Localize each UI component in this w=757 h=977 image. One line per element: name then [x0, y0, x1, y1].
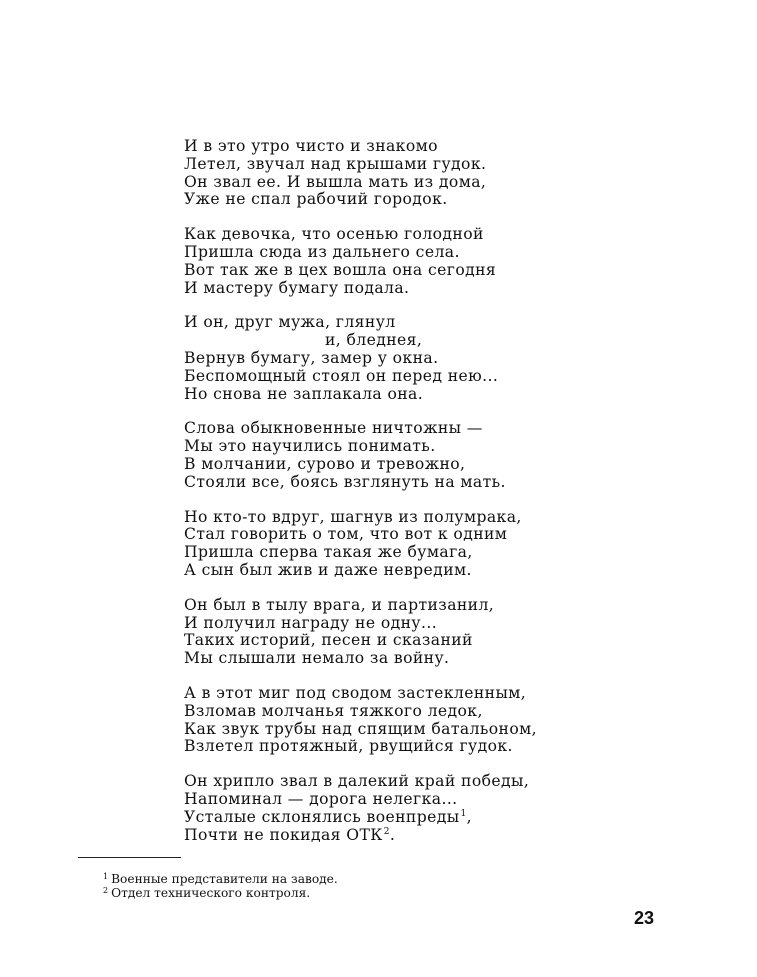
- footnote: [103, 873, 603, 887]
- poem-line-text: Стояли все, боясь взглянуть на мать.: [184, 472, 506, 491]
- poem-line-text: И он, друг мужа, глянул: [184, 313, 396, 332]
- poem-line-text: И получил награду не одну...: [184, 613, 438, 632]
- poem-line: [184, 703, 644, 721]
- poem-line: [184, 191, 644, 209]
- stanza: [184, 226, 644, 297]
- stanza: [184, 685, 644, 756]
- poem-line: [184, 597, 644, 615]
- footnote-mark: 2: [103, 885, 109, 895]
- poem-line-text: Взломав молчанья тяжкого ледок,: [184, 701, 483, 720]
- poem-line-text: А сын был жив и даже невредим.: [184, 560, 472, 579]
- footnote-divider: [78, 857, 181, 858]
- poem-line: [184, 262, 644, 280]
- poem-line-text: Напоминал — дорога нелегка...: [184, 789, 458, 808]
- footnote-text: Военные представители на заводе.: [111, 872, 338, 886]
- footnote-mark: 1: [103, 872, 109, 881]
- poem-line: [184, 791, 644, 809]
- poem-line-text: Он был в тылу врага, и партизанил,: [184, 595, 495, 614]
- poem-line: [184, 721, 644, 739]
- poem-line-text: Как девочка, что осенью голодной: [184, 225, 484, 244]
- poem-line: [184, 456, 644, 474]
- poem-line: [184, 226, 644, 244]
- poem-line-text: Почти не покидая ОТК: [184, 825, 383, 844]
- stanza: [184, 773, 644, 844]
- poem-line-text: Уже не спал рабочий городок.: [184, 190, 448, 209]
- poem-line: [184, 650, 644, 668]
- poem-line: [184, 632, 644, 650]
- poem-line: [184, 827, 644, 845]
- poem-line: [184, 509, 644, 527]
- poem-line: [184, 438, 644, 456]
- poem-line-text: Пришла сперва такая же бумага,: [184, 543, 473, 562]
- poem-line-punctuation: ,: [466, 807, 473, 826]
- poem-line-text: Летел, звучал над крышами гудок.: [184, 154, 487, 173]
- poem-line-text: Мы это научились понимать.: [184, 437, 436, 456]
- poem-line-text: Он хрипло звал в далекий край победы,: [184, 772, 530, 791]
- stanza: [184, 138, 644, 209]
- poem-line-text: Мы слышали немало за войну.: [184, 649, 450, 668]
- poem-line-text: Но кто-то вдруг, шагнув из полумрака,: [184, 507, 522, 526]
- poem-line-text: и, бледнея,: [325, 331, 423, 350]
- poem-line-text: И мастеру бумагу подала.: [184, 278, 410, 297]
- poem-line: [184, 280, 644, 298]
- poem-line: [184, 350, 644, 368]
- poem-line: [184, 244, 644, 262]
- poem-line: [184, 738, 644, 756]
- poem-line: [184, 138, 644, 156]
- poem-line: [184, 314, 644, 332]
- poem-line: [184, 685, 644, 703]
- poem-line-text: Но снова не заплакала она.: [184, 384, 424, 403]
- poem-line-text: Таких историй, песен и сказаний: [184, 631, 473, 650]
- poem-line-text: Он звал ее. И вышла мать из дома,: [184, 172, 487, 191]
- stanza: [184, 509, 644, 580]
- poem-line-punctuation: .: [389, 825, 396, 844]
- poem-line-text: Слова обыкновенные ничтожны —: [184, 419, 483, 438]
- poem-line: [184, 386, 644, 404]
- poem-line-text: Как звук трубы над спящим батальоном,: [184, 719, 538, 738]
- poem-line: [184, 332, 644, 350]
- poem-line: [184, 474, 644, 492]
- poem-line-text: В молчании, сурово и тревожно,: [184, 454, 466, 473]
- footnotes: [103, 873, 603, 901]
- poem-line: [184, 809, 644, 827]
- stanza: [184, 597, 644, 668]
- poem: [184, 138, 644, 861]
- poem-line: [184, 420, 644, 438]
- page-number: 23: [634, 908, 655, 928]
- poem-line-text: Вернув бумагу, замер у окна.: [184, 348, 439, 367]
- poem-line: [184, 773, 644, 791]
- poem-line-text: А в этот миг под сводом застекленным,: [184, 683, 527, 702]
- poem-line: [184, 174, 644, 192]
- poem-line: [184, 156, 644, 174]
- stanza: [184, 420, 644, 491]
- poem-line: [184, 544, 644, 562]
- poem-line-text: Усталые склонялись военпреды: [184, 807, 460, 826]
- poem-line: [184, 562, 644, 580]
- poem-line: [184, 615, 644, 633]
- poem-line-text: Пришла сюда из дальнего села.: [184, 242, 460, 261]
- footnote-text: Отдел технического контроля.: [111, 885, 311, 900]
- footnote-reference: 1: [460, 808, 467, 819]
- poem-line-text: И в это утро чисто и знакомо: [184, 137, 438, 155]
- poem-line-text: Вот так же в цех вошла она сегодня: [184, 260, 497, 279]
- poem-line: [184, 368, 644, 386]
- poem-line-text: Взлетел протяжный, рвущийся гудок.: [184, 737, 513, 756]
- footnote: [103, 887, 603, 901]
- poem-line-text: Беспомощный стоял он перед нею...: [184, 366, 499, 385]
- footnote-reference: 2: [383, 826, 390, 837]
- stanza: [184, 314, 644, 403]
- poem-line: [184, 526, 644, 544]
- poem-line-text: Стал говорить о том, что вот к одним: [184, 525, 508, 544]
